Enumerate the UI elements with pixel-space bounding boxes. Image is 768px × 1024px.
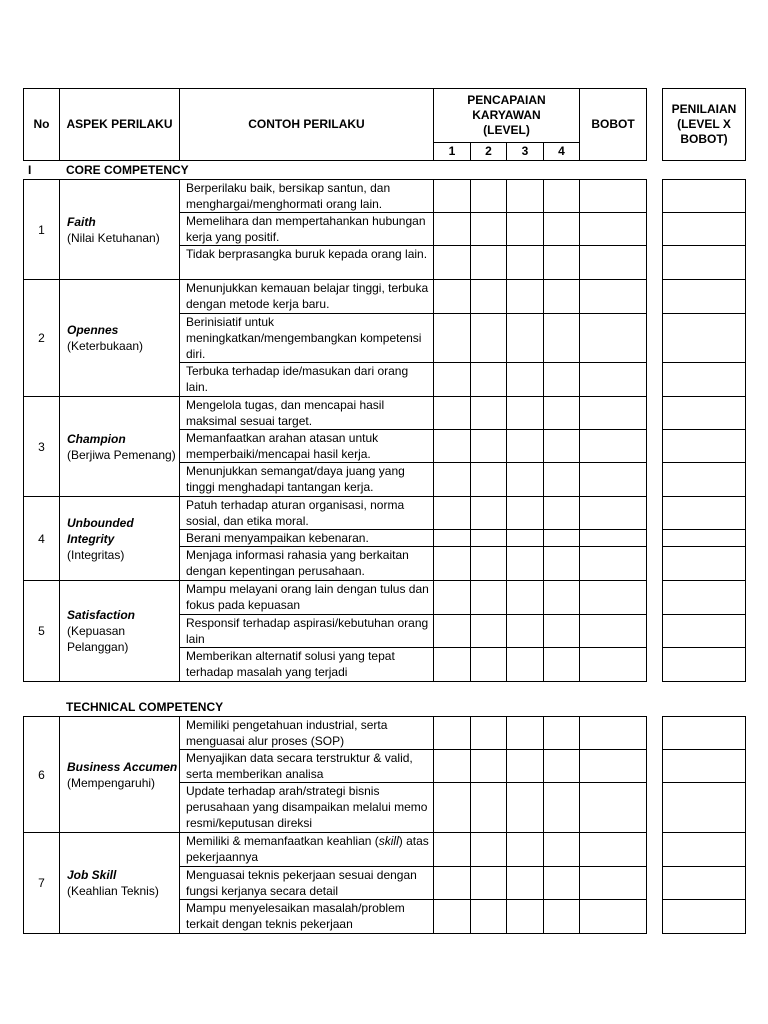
penilaian-cell[interactable] bbox=[662, 496, 746, 530]
level-3-cell[interactable] bbox=[506, 429, 544, 463]
behavior-example: Tidak berprasangka buruk kepada orang lain. bbox=[179, 245, 434, 280]
level-1-cell[interactable] bbox=[433, 245, 471, 280]
aspect-cell bbox=[59, 396, 180, 497]
aspect-name-local: (Keahlian Teknis) bbox=[67, 884, 159, 898]
level-3-cell[interactable] bbox=[506, 580, 544, 615]
level-1-cell[interactable] bbox=[433, 362, 471, 397]
bobot-cell[interactable] bbox=[579, 782, 647, 833]
level-2-cell[interactable] bbox=[470, 313, 507, 363]
level-2-cell[interactable] bbox=[470, 580, 507, 615]
behavior-example: Menunjukkan semangat/daya juang yang tinggi menghadapi tantangan kerja. bbox=[179, 462, 434, 497]
level-2-cell[interactable] bbox=[470, 279, 507, 314]
aspect-number: 3 bbox=[23, 396, 60, 497]
section-title-technical: TECHNICAL COMPETENCY bbox=[66, 700, 224, 714]
behavior-example: Mampu melayani orang lain dengan tulus dan fokus pada kepuasan bbox=[179, 580, 434, 615]
level-3-cell[interactable] bbox=[506, 529, 544, 547]
aspect-cell bbox=[59, 496, 180, 581]
level-1-cell[interactable] bbox=[433, 899, 471, 934]
level-3-cell[interactable] bbox=[506, 716, 544, 750]
level-3-cell[interactable] bbox=[506, 279, 544, 314]
header-pencapaian: PENCAPAIAN KARYAWAN (LEVEL) bbox=[433, 88, 580, 143]
bobot-cell[interactable] bbox=[579, 546, 647, 581]
level-2-cell[interactable] bbox=[470, 647, 507, 682]
level-1-cell[interactable] bbox=[433, 832, 471, 867]
behavior-example: Memelihara dan mempertahankan hubungan kerja yang positif. bbox=[179, 212, 434, 246]
level-1-cell[interactable] bbox=[433, 614, 471, 648]
penilaian-cell[interactable] bbox=[662, 462, 746, 497]
penilaian-cell[interactable] bbox=[662, 580, 746, 615]
level-4-cell[interactable] bbox=[543, 212, 580, 246]
level-3-cell[interactable] bbox=[506, 647, 544, 682]
level-4-cell[interactable] bbox=[543, 899, 580, 934]
behavior-example: Berani menyampaikan kebenaran. bbox=[179, 529, 434, 547]
bobot-cell[interactable] bbox=[579, 832, 647, 867]
behavior-example: Memanfaatkan arahan atasan untuk memperbaiki/mencapai hasil kerja. bbox=[179, 429, 434, 463]
level-4-cell[interactable] bbox=[543, 429, 580, 463]
behavior-example: Memiliki pengetahuan industrial, serta menguasai alur proses (SOP) bbox=[179, 716, 434, 750]
penilaian-cell[interactable] bbox=[662, 212, 746, 246]
penilaian-cell[interactable] bbox=[662, 396, 746, 430]
header-no: No bbox=[23, 88, 60, 161]
level-1-cell[interactable] bbox=[433, 529, 471, 547]
bobot-cell[interactable] bbox=[579, 647, 647, 682]
level-1-cell[interactable] bbox=[433, 647, 471, 682]
aspect-name-local: (Integritas) bbox=[67, 547, 125, 562]
behavior-example: Menguasai teknis pekerjaan sesuai dengan fungsi kerjanya secara detail bbox=[179, 866, 434, 900]
level-3-cell[interactable] bbox=[506, 313, 544, 363]
level-2-cell[interactable] bbox=[470, 212, 507, 246]
level-3-cell[interactable] bbox=[506, 749, 544, 783]
level-4-cell[interactable] bbox=[543, 179, 580, 213]
behavior-example: Mengelola tugas, dan mencapai hasil maksimal sesuai target. bbox=[179, 396, 434, 430]
behavior-example: Menunjukkan kemauan belajar tinggi, terbuka dengan metode kerja baru. bbox=[179, 279, 434, 314]
aspect-name-local: (Nilai Ketuhanan) bbox=[67, 230, 160, 245]
behavior-example: Berinisiatif untuk meningkatkan/mengembangkan kompetensi diri. bbox=[179, 313, 434, 363]
aspect-cell bbox=[59, 832, 180, 934]
bobot-cell[interactable] bbox=[579, 179, 647, 213]
level-2-cell[interactable] bbox=[470, 866, 507, 900]
penilaian-cell[interactable] bbox=[662, 529, 746, 547]
behavior-example: Mampu menyelesaikan masalah/problem terkait dengan teknis pekerjaan bbox=[179, 899, 434, 934]
level-1-cell[interactable] bbox=[433, 396, 471, 430]
level-3-cell[interactable] bbox=[506, 462, 544, 497]
level-4-cell[interactable] bbox=[543, 496, 580, 530]
aspect-number: 5 bbox=[23, 580, 60, 682]
level-1-cell[interactable] bbox=[433, 313, 471, 363]
level-4-cell[interactable] bbox=[543, 529, 580, 547]
aspect-number: 6 bbox=[23, 716, 60, 833]
penilaian-cell[interactable] bbox=[662, 716, 746, 750]
level-4-cell[interactable] bbox=[543, 396, 580, 430]
penilaian-cell[interactable] bbox=[662, 245, 746, 280]
level-4-cell[interactable] bbox=[543, 362, 580, 397]
aspect-number: 1 bbox=[23, 179, 60, 280]
bobot-cell[interactable] bbox=[579, 212, 647, 246]
aspect-name-local: (Berjiwa Pemenang) bbox=[67, 447, 176, 462]
level-4-cell[interactable] bbox=[543, 580, 580, 615]
aspect-name: Champion bbox=[67, 431, 126, 446]
bobot-cell[interactable] bbox=[579, 429, 647, 463]
level-3-cell[interactable] bbox=[506, 899, 544, 934]
aspect-name: Faith bbox=[67, 214, 96, 229]
level-1-cell[interactable] bbox=[433, 429, 471, 463]
level-4-cell[interactable] bbox=[543, 647, 580, 682]
bobot-cell[interactable] bbox=[579, 866, 647, 900]
header-penilaian: PENILAIAN (LEVEL X BOBOT) bbox=[662, 88, 746, 161]
level-3-cell[interactable] bbox=[506, 546, 544, 581]
aspect-cell bbox=[59, 716, 180, 833]
penilaian-cell[interactable] bbox=[662, 429, 746, 463]
level-3-cell[interactable] bbox=[506, 362, 544, 397]
level-4-cell[interactable] bbox=[543, 782, 580, 833]
penilaian-cell[interactable] bbox=[662, 832, 746, 867]
level-3-cell[interactable] bbox=[506, 496, 544, 530]
aspect-name: Unbounded Integrity bbox=[67, 515, 134, 546]
level-2-cell[interactable] bbox=[470, 496, 507, 530]
bobot-cell[interactable] bbox=[579, 496, 647, 530]
level-3-cell[interactable] bbox=[506, 782, 544, 833]
aspect-number: 2 bbox=[23, 279, 60, 397]
header-level-1: 1 bbox=[433, 142, 471, 161]
section-title-core: CORE COMPETENCY bbox=[66, 163, 189, 177]
level-4-cell[interactable] bbox=[543, 614, 580, 648]
level-2-cell[interactable] bbox=[470, 782, 507, 833]
bobot-cell[interactable] bbox=[579, 899, 647, 934]
level-3-cell[interactable] bbox=[506, 179, 544, 213]
level-2-cell[interactable] bbox=[470, 899, 507, 934]
level-1-cell[interactable] bbox=[433, 866, 471, 900]
level-2-cell[interactable] bbox=[470, 529, 507, 547]
behavior-example: Patuh terhadap aturan organisasi, norma sosial, dan etika moral. bbox=[179, 496, 434, 530]
bobot-cell[interactable] bbox=[579, 462, 647, 497]
level-2-cell[interactable] bbox=[470, 832, 507, 867]
header-level-3: 3 bbox=[506, 142, 544, 161]
level-1-cell[interactable] bbox=[433, 749, 471, 783]
penilaian-cell[interactable] bbox=[662, 546, 746, 581]
behavior-example: Update terhadap arah/strategi bisnis perusahaan yang disampaikan melalui memo resmi/keputusan direksi bbox=[179, 782, 434, 833]
aspect-cell bbox=[59, 179, 180, 280]
bobot-cell[interactable] bbox=[579, 749, 647, 783]
level-4-cell[interactable] bbox=[543, 716, 580, 750]
level-4-cell[interactable] bbox=[543, 279, 580, 314]
header-level-2: 2 bbox=[470, 142, 507, 161]
behavior-example: Menyajikan data secara terstruktur & valid, serta memberikan analisa bbox=[179, 749, 434, 783]
bobot-cell[interactable] bbox=[579, 396, 647, 430]
level-1-cell[interactable] bbox=[433, 496, 471, 530]
bobot-cell[interactable] bbox=[579, 245, 647, 280]
penilaian-cell[interactable] bbox=[662, 179, 746, 213]
aspect-name-local: (Keterbukaan) bbox=[67, 339, 144, 353]
level-1-cell[interactable] bbox=[433, 782, 471, 833]
level-4-cell[interactable] bbox=[543, 462, 580, 497]
bobot-cell[interactable] bbox=[579, 716, 647, 750]
aspect-cell bbox=[59, 279, 180, 397]
aspect-number: 7 bbox=[23, 832, 60, 934]
aspect-name: Opennes bbox=[67, 323, 119, 337]
level-1-cell[interactable] bbox=[433, 462, 471, 497]
penilaian-cell[interactable] bbox=[662, 362, 746, 397]
aspect-name: Satisfaction bbox=[67, 608, 136, 622]
behavior-example: Memberikan alternatif solusi yang tepat terhadap masalah yang terjadi bbox=[179, 647, 434, 682]
aspect-name-local: (Mempengaruhi) bbox=[67, 775, 156, 790]
level-3-cell[interactable] bbox=[506, 614, 544, 648]
level-2-cell[interactable] bbox=[470, 614, 507, 648]
level-2-cell[interactable] bbox=[470, 462, 507, 497]
header-aspek: ASPEK PERILAKU bbox=[59, 88, 180, 161]
header-contoh: CONTOH PERILAKU bbox=[179, 88, 434, 161]
penilaian-cell[interactable] bbox=[662, 866, 746, 900]
penilaian-cell[interactable] bbox=[662, 313, 746, 363]
level-4-cell[interactable] bbox=[543, 866, 580, 900]
section-no-core: I bbox=[28, 163, 32, 177]
aspect-name: Business Accumen bbox=[67, 759, 178, 774]
aspect-number: 4 bbox=[23, 496, 60, 581]
bobot-cell[interactable] bbox=[579, 279, 647, 314]
level-2-cell[interactable] bbox=[470, 396, 507, 430]
level-2-cell[interactable] bbox=[470, 716, 507, 750]
level-1-cell[interactable] bbox=[433, 179, 471, 213]
level-1-cell[interactable] bbox=[433, 716, 471, 750]
level-2-cell[interactable] bbox=[470, 245, 507, 280]
behavior-example: Menjaga informasi rahasia yang berkaitan dengan kepentingan perusahaan. bbox=[179, 546, 434, 581]
behavior-example: Responsif terhadap aspirasi/kebutuhan orang lain bbox=[179, 614, 434, 648]
level-1-cell[interactable] bbox=[433, 580, 471, 615]
bobot-cell[interactable] bbox=[579, 614, 647, 648]
aspect-name: Job Skill bbox=[67, 868, 117, 882]
penilaian-cell[interactable] bbox=[662, 279, 746, 314]
penilaian-cell[interactable] bbox=[662, 749, 746, 783]
bobot-cell[interactable] bbox=[579, 529, 647, 547]
level-4-cell[interactable] bbox=[543, 832, 580, 867]
aspect-name-local: (Kepuasan Pelanggan) bbox=[67, 624, 129, 654]
penilaian-cell[interactable] bbox=[662, 899, 746, 934]
level-3-cell[interactable] bbox=[506, 866, 544, 900]
header-level-4: 4 bbox=[543, 142, 580, 161]
level-1-cell[interactable] bbox=[433, 279, 471, 314]
bobot-cell[interactable] bbox=[579, 580, 647, 615]
penilaian-cell[interactable] bbox=[662, 782, 746, 833]
penilaian-cell[interactable] bbox=[662, 647, 746, 682]
level-2-cell[interactable] bbox=[470, 362, 507, 397]
level-3-cell[interactable] bbox=[506, 212, 544, 246]
bobot-cell[interactable] bbox=[579, 313, 647, 363]
penilaian-cell[interactable] bbox=[662, 614, 746, 648]
level-2-cell[interactable] bbox=[470, 749, 507, 783]
behavior-example: Berperilaku baik, bersikap santun, dan menghargai/menghormati orang lain. bbox=[179, 179, 434, 213]
behavior-example: Terbuka terhadap ide/masukan dari orang lain. bbox=[179, 362, 434, 397]
level-3-cell[interactable] bbox=[506, 396, 544, 430]
level-2-cell[interactable] bbox=[470, 429, 507, 463]
level-2-cell[interactable] bbox=[470, 179, 507, 213]
header-bobot: BOBOT bbox=[579, 88, 647, 161]
level-2-cell[interactable] bbox=[470, 546, 507, 581]
behavior-example: Memiliki & memanfaatkan keahlian (skill) atas pekerjaannya bbox=[179, 832, 434, 867]
level-4-cell[interactable] bbox=[543, 245, 580, 280]
level-3-cell[interactable] bbox=[506, 832, 544, 867]
aspect-cell bbox=[59, 580, 180, 682]
level-1-cell[interactable] bbox=[433, 212, 471, 246]
level-1-cell[interactable] bbox=[433, 546, 471, 581]
level-4-cell[interactable] bbox=[543, 313, 580, 363]
level-3-cell[interactable] bbox=[506, 245, 544, 280]
bobot-cell[interactable] bbox=[579, 362, 647, 397]
level-4-cell[interactable] bbox=[543, 749, 580, 783]
level-4-cell[interactable] bbox=[543, 546, 580, 581]
